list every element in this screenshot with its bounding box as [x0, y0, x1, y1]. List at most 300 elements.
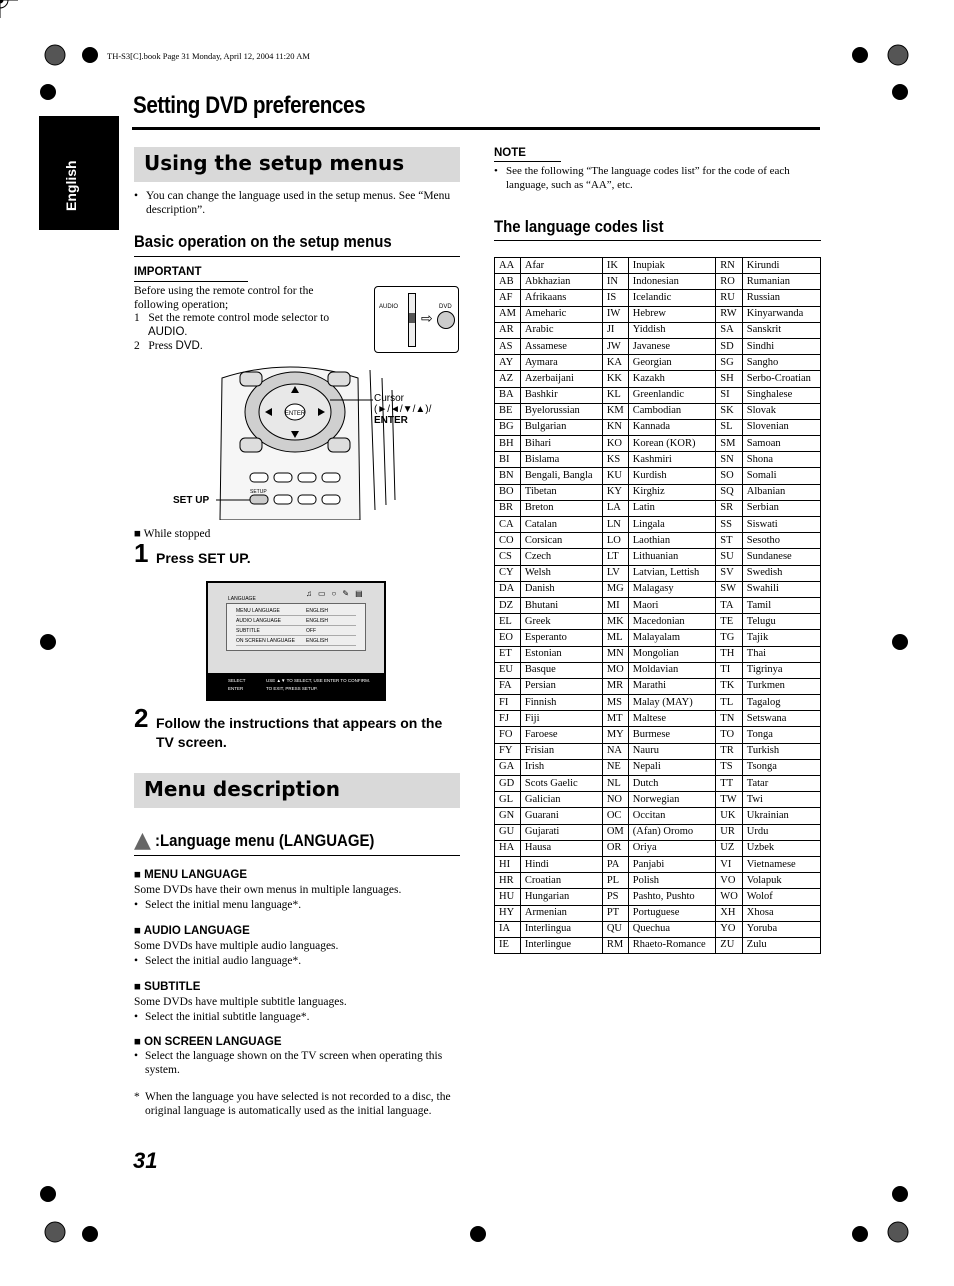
code-cell: SW — [716, 581, 743, 597]
code-cell: MT — [602, 711, 628, 727]
language-cell: Catalan — [520, 517, 602, 533]
language-cell: Tajik — [742, 630, 820, 646]
code-cell: SM — [716, 436, 743, 452]
language-cell: Thai — [742, 646, 820, 662]
language-cell: Tsonga — [742, 759, 820, 775]
language-cell: Laothian — [628, 533, 716, 549]
footnote: * When the language you have selected is not recorded to a disc, the original language is automatically used as the initial language. — [134, 1091, 451, 1117]
important-step-b: 2 Press DVD. — [134, 340, 203, 352]
language-cell: Singhalese — [742, 387, 820, 403]
code-cell: FA — [495, 678, 521, 694]
language-cell: Frisian — [520, 743, 602, 759]
language-cell: Bhutani — [520, 597, 602, 613]
code-cell: BH — [495, 436, 521, 452]
note-text: • See the following “The language codes list” for the code of each language, such as “AA”, etc. — [494, 165, 790, 191]
tv-icons: ♫ ▭ ○ ✎ ▤ — [306, 589, 365, 598]
code-cell: AA — [495, 258, 521, 274]
language-cell: Wolof — [742, 889, 820, 905]
language-cell: Nepali — [628, 759, 716, 775]
table-row — [495, 905, 821, 921]
language-cell: Rumanian — [742, 274, 820, 290]
language-menu-icon: ▲ — [134, 828, 151, 853]
code-cell: TN — [716, 711, 743, 727]
menu-item: ■ SUBTITLE Some DVDs have multiple subtitle languages. • Select the initial subtitle language*. — [134, 981, 347, 1023]
tv-footer-left: SELECT ENTER — [228, 678, 246, 691]
language-cell: Faroese — [520, 727, 602, 743]
code-cell: UK — [716, 808, 743, 824]
language-menu-rule — [134, 855, 460, 856]
language-cell: Slovak — [742, 403, 820, 419]
important-rule — [134, 281, 248, 282]
language-cell: Swedish — [742, 565, 820, 581]
language-cell: Aymara — [520, 355, 602, 371]
language-cell: Esperanto — [520, 630, 602, 646]
code-cell: JW — [602, 338, 628, 354]
subheading-basic: Basic operation on the setup menus — [134, 232, 392, 251]
table-row — [495, 484, 821, 500]
code-cell: BA — [495, 387, 521, 403]
code-cell: ET — [495, 646, 521, 662]
language-cell: Bislama — [520, 452, 602, 468]
code-cell: RW — [716, 306, 743, 322]
code-cell: KO — [602, 436, 628, 452]
table-row — [495, 500, 821, 516]
code-cell: WO — [716, 889, 743, 905]
table-row — [495, 290, 821, 306]
language-cell: Swahili — [742, 581, 820, 597]
language-cell: Byelorussian — [520, 403, 602, 419]
language-cell: Danish — [520, 581, 602, 597]
language-cell: Xhosa — [742, 905, 820, 921]
code-cell: RN — [716, 258, 743, 274]
code-cell: AB — [495, 274, 521, 290]
dvd-button-icon — [437, 311, 455, 329]
code-cell: TE — [716, 614, 743, 630]
code-cell: AF — [495, 290, 521, 306]
code-cell: GD — [495, 776, 521, 792]
code-cell: BI — [495, 452, 521, 468]
code-cell: IE — [495, 937, 521, 953]
code-cell: EL — [495, 614, 521, 630]
table-row — [495, 743, 821, 759]
code-cell: SL — [716, 419, 743, 435]
code-cell: SG — [716, 355, 743, 371]
code-cell: SK — [716, 403, 743, 419]
code-cell: RO — [716, 274, 743, 290]
code-cell: SR — [716, 500, 743, 516]
code-cell: IA — [495, 921, 521, 937]
language-cell: Yiddish — [628, 322, 716, 338]
language-cell: Volapuk — [742, 873, 820, 889]
table-row — [495, 808, 821, 824]
language-cell: Setswana — [742, 711, 820, 727]
language-cell: Moldavian — [628, 662, 716, 678]
language-cell: Kashmiri — [628, 452, 716, 468]
language-cell: Interlingue — [520, 937, 602, 953]
side-tab-label: English — [63, 160, 79, 211]
table-row — [495, 824, 821, 840]
code-cell: LV — [602, 565, 628, 581]
language-cell: Estonian — [520, 646, 602, 662]
tv-screen — [206, 581, 386, 701]
language-cell: Albanian — [742, 484, 820, 500]
table-row — [495, 371, 821, 387]
table-row — [495, 322, 821, 338]
language-cell: Azerbaijani — [520, 371, 602, 387]
language-cell: Uzbek — [742, 840, 820, 856]
table-row — [495, 306, 821, 322]
language-cell: Assamese — [520, 338, 602, 354]
code-cell: DA — [495, 581, 521, 597]
code-cell: ZU — [716, 937, 743, 953]
code-cell: YO — [716, 921, 743, 937]
code-cell: VO — [716, 873, 743, 889]
language-cell: Korean (KOR) — [628, 436, 716, 452]
code-cell: KM — [602, 403, 628, 419]
tv-tab-language: LANGUAGE — [228, 596, 256, 602]
code-cell: BO — [495, 484, 521, 500]
language-cell: Bashkir — [520, 387, 602, 403]
step2-text: Follow the instructions that appears on the TV screen. — [156, 715, 443, 750]
code-cell: NA — [602, 743, 628, 759]
code-cell: IN — [602, 274, 628, 290]
language-cell: Interlingua — [520, 921, 602, 937]
code-cell: KY — [602, 484, 628, 500]
language-cell: Cambodian — [628, 403, 716, 419]
note-label: NOTE — [494, 147, 526, 159]
language-codes-table — [494, 257, 821, 954]
code-cell: CS — [495, 549, 521, 565]
language-cell: Scots Gaelic — [520, 776, 602, 792]
remote-illustration — [170, 360, 450, 520]
mode-selector-illustration: AUDIO DVD ⇨ — [374, 286, 459, 353]
language-cell: Malayalam — [628, 630, 716, 646]
language-cell: Pashto, Pushto — [628, 889, 716, 905]
step2-number: 2 — [134, 703, 149, 733]
language-cell: Dutch — [628, 776, 716, 792]
language-cell: Breton — [520, 500, 602, 516]
language-cell: Shona — [742, 452, 820, 468]
code-cell: AM — [495, 306, 521, 322]
code-cell: AZ — [495, 371, 521, 387]
language-cell: Hausa — [520, 840, 602, 856]
language-cell: Occitan — [628, 808, 716, 824]
menu-item: ■ AUDIO LANGUAGE Some DVDs have multiple audio languages. • Select the initial audio language*. — [134, 925, 339, 967]
language-cell: Nauru — [628, 743, 716, 759]
section-title-menu: Menu description — [144, 777, 340, 801]
code-cell: FI — [495, 695, 521, 711]
language-cell: Inupiak — [628, 258, 716, 274]
language-cell: Persian — [520, 678, 602, 694]
setup-label: SET UP — [173, 495, 210, 506]
cursor-label: Cursor (►/◄/▼/▲)/ ENTER — [374, 393, 432, 426]
code-cell: VI — [716, 856, 743, 872]
tv-row: SUBTITLE OFF — [236, 626, 356, 636]
language-cell: Georgian — [628, 355, 716, 371]
note-rule — [494, 161, 561, 162]
language-cell: Tigrinya — [742, 662, 820, 678]
language-cell: Somali — [742, 468, 820, 484]
language-cell: Burmese — [628, 727, 716, 743]
table-row — [495, 355, 821, 371]
language-cell: Mongolian — [628, 646, 716, 662]
language-cell: Kazakh — [628, 371, 716, 387]
code-cell: FJ — [495, 711, 521, 727]
language-cell: Quechua — [628, 921, 716, 937]
language-cell: Panjabi — [628, 856, 716, 872]
language-cell: Bulgarian — [520, 419, 602, 435]
table-row — [495, 517, 821, 533]
code-cell: MS — [602, 695, 628, 711]
enter-button-label: ENTER — [284, 411, 306, 417]
language-cell: Arabic — [520, 322, 602, 338]
language-cell: Turkmen — [742, 678, 820, 694]
language-cell: Serbian — [742, 500, 820, 516]
language-cell: Bihari — [520, 436, 602, 452]
language-cell: Twi — [742, 792, 820, 808]
code-cell: XH — [716, 905, 743, 921]
language-cell: Telugu — [742, 614, 820, 630]
language-cell: Kurdish — [628, 468, 716, 484]
language-cell: Oriya — [628, 840, 716, 856]
while-stopped: ■ While stopped — [134, 528, 211, 540]
code-cell: RM — [602, 937, 628, 953]
menu-item: ■ ON SCREEN LANGUAGE • Select the language shown on the TV screen when operating this system. — [134, 1036, 443, 1076]
side-tab — [39, 116, 119, 230]
code-cell: AR — [495, 322, 521, 338]
language-cell: Sesotho — [742, 533, 820, 549]
table-row — [495, 727, 821, 743]
important-step-a: 1 Set the remote control mode selector to AUDIO. — [134, 312, 330, 338]
language-cell: Croatian — [520, 873, 602, 889]
code-cell: KL — [602, 387, 628, 403]
language-cell: Hungarian — [520, 889, 602, 905]
language-cell: Finnish — [520, 695, 602, 711]
language-cell: Malay (MAY) — [628, 695, 716, 711]
code-cell: LT — [602, 549, 628, 565]
tv-footer-right: USE ▲▼ TO SELECT, USE ENTER TO CONFIRM. TO EXIT, PRESS SETUP. — [266, 678, 371, 691]
section-menu-description — [134, 773, 460, 808]
language-cell: Abkhazian — [520, 274, 602, 290]
language-cell: Lingala — [628, 517, 716, 533]
code-cell: OM — [602, 824, 628, 840]
code-cell: TR — [716, 743, 743, 759]
code-cell: HY — [495, 905, 521, 921]
code-cell: TT — [716, 776, 743, 792]
language-cell: Galician — [520, 792, 602, 808]
language-cell: Yoruba — [742, 921, 820, 937]
language-cell: Macedonian — [628, 614, 716, 630]
important-text: Before using the remote control for the following operation; — [134, 285, 314, 311]
tv-rows — [236, 606, 356, 646]
section-title: Using the setup menus — [144, 151, 405, 175]
table-row — [495, 338, 821, 354]
code-cell: TS — [716, 759, 743, 775]
language-cell: (Afan) Oromo — [628, 824, 716, 840]
code-cell: HA — [495, 840, 521, 856]
language-cell: Greek — [520, 614, 602, 630]
code-cell: HU — [495, 889, 521, 905]
language-cell: Czech — [520, 549, 602, 565]
language-cell: Javanese — [628, 338, 716, 354]
code-cell: GA — [495, 759, 521, 775]
language-cell: Kirghiz — [628, 484, 716, 500]
language-cell: Afrikaans — [520, 290, 602, 306]
language-cell: Bengali, Bangla — [520, 468, 602, 484]
language-cell: Portuguese — [628, 905, 716, 921]
table-row — [495, 711, 821, 727]
tv-row: AUDIO LANGUAGE ENGLISH — [236, 616, 356, 626]
language-cell: Tonga — [742, 727, 820, 743]
code-cell: AY — [495, 355, 521, 371]
step1-text: Press SET UP. — [156, 550, 251, 566]
code-cell: PL — [602, 873, 628, 889]
step1-number: 1 — [134, 538, 149, 568]
language-cell: Sundanese — [742, 549, 820, 565]
arrow-icon: ⇨ — [421, 312, 433, 327]
language-cell: Latin — [628, 500, 716, 516]
code-cell: BE — [495, 403, 521, 419]
code-cell: KU — [602, 468, 628, 484]
code-cell: AS — [495, 338, 521, 354]
code-cell: JI — [602, 322, 628, 338]
table-row — [495, 565, 821, 581]
table-row — [495, 419, 821, 435]
code-cell: RU — [716, 290, 743, 306]
language-cell: Maori — [628, 597, 716, 613]
setup-button-label: SETUP — [250, 489, 267, 495]
language-cell: Corsican — [520, 533, 602, 549]
language-cell: Welsh — [520, 565, 602, 581]
language-cell: Icelandic — [628, 290, 716, 306]
table-row — [495, 597, 821, 613]
table-row — [495, 662, 821, 678]
code-cell: EO — [495, 630, 521, 646]
codes-title: The language codes list — [494, 217, 664, 236]
title-rule — [132, 127, 820, 130]
code-cell: PA — [602, 856, 628, 872]
code-cell: KA — [602, 355, 628, 371]
code-cell: SU — [716, 549, 743, 565]
code-cell: TH — [716, 646, 743, 662]
section1-bullet: • You can change the language used in the setup menus. See “Menu description”. — [134, 190, 451, 216]
table-row — [495, 533, 821, 549]
code-cell: QU — [602, 921, 628, 937]
page-number: 31 — [133, 1148, 158, 1173]
language-cell: Latvian, Lettish — [628, 565, 716, 581]
language-cell: Tamil — [742, 597, 820, 613]
language-cell: Gujarati — [520, 824, 602, 840]
language-cell: Siswati — [742, 517, 820, 533]
language-cell: Zulu — [742, 937, 820, 953]
code-cell: GL — [495, 792, 521, 808]
table-row — [495, 759, 821, 775]
code-cell: TG — [716, 630, 743, 646]
code-cell: HR — [495, 873, 521, 889]
language-cell: Basque — [520, 662, 602, 678]
language-menu-heading: :Language menu (LANGUAGE) — [155, 831, 375, 850]
table-row — [495, 468, 821, 484]
code-cell: MY — [602, 727, 628, 743]
language-cell: Vietnamese — [742, 856, 820, 872]
table-row — [495, 403, 821, 419]
code-cell: GU — [495, 824, 521, 840]
print-header: TH-S3[C].book Page 31 Monday, April 12, 2004 11:20 AM — [107, 51, 310, 61]
table-row — [495, 678, 821, 694]
code-cell: ST — [716, 533, 743, 549]
language-cell: Greenlandic — [628, 387, 716, 403]
language-cell: Irish — [520, 759, 602, 775]
language-cell: Samoan — [742, 436, 820, 452]
table-row — [495, 387, 821, 403]
code-cell: UZ — [716, 840, 743, 856]
code-cell: BN — [495, 468, 521, 484]
code-cell: MR — [602, 678, 628, 694]
code-cell: ML — [602, 630, 628, 646]
code-cell: DZ — [495, 597, 521, 613]
table-row — [495, 937, 821, 953]
language-cell: Sanskrit — [742, 322, 820, 338]
language-cell: Sindhi — [742, 338, 820, 354]
language-cell: Lithuanian — [628, 549, 716, 565]
code-cell: TW — [716, 792, 743, 808]
code-cell: MI — [602, 597, 628, 613]
language-cell: Afar — [520, 258, 602, 274]
language-cell: Maltese — [628, 711, 716, 727]
language-cell: Tatar — [742, 776, 820, 792]
language-cell: Ameharic — [520, 306, 602, 322]
table-row — [495, 856, 821, 872]
code-cell: FY — [495, 743, 521, 759]
language-cell: Polish — [628, 873, 716, 889]
table-row — [495, 452, 821, 468]
table-row — [495, 614, 821, 630]
language-cell: Fiji — [520, 711, 602, 727]
table-row — [495, 581, 821, 597]
table-row — [495, 549, 821, 565]
code-cell: MG — [602, 581, 628, 597]
section-using-setup — [134, 147, 460, 182]
code-cell: SN — [716, 452, 743, 468]
code-cell: TI — [716, 662, 743, 678]
tv-row: ON SCREEN LANGUAGE ENGLISH — [236, 636, 356, 646]
code-cell: NE — [602, 759, 628, 775]
language-cell: Kannada — [628, 419, 716, 435]
table-row — [495, 889, 821, 905]
table-row — [495, 630, 821, 646]
page-title: Setting DVD preferences — [133, 92, 366, 119]
language-cell: Armenian — [520, 905, 602, 921]
code-cell: KN — [602, 419, 628, 435]
language-cell: Marathi — [628, 678, 716, 694]
language-cell: Tibetan — [520, 484, 602, 500]
table-row — [495, 840, 821, 856]
language-cell: Sangho — [742, 355, 820, 371]
code-cell: FO — [495, 727, 521, 743]
code-cell: OC — [602, 808, 628, 824]
code-cell: MO — [602, 662, 628, 678]
language-cell: Norwegian — [628, 792, 716, 808]
code-cell: KK — [602, 371, 628, 387]
code-cell: LO — [602, 533, 628, 549]
code-cell: TL — [716, 695, 743, 711]
subheading-rule — [134, 256, 460, 257]
codes-title-rule — [494, 240, 821, 241]
language-cell: Slovenian — [742, 419, 820, 435]
code-cell: SD — [716, 338, 743, 354]
code-cell: SV — [716, 565, 743, 581]
code-cell: MK — [602, 614, 628, 630]
